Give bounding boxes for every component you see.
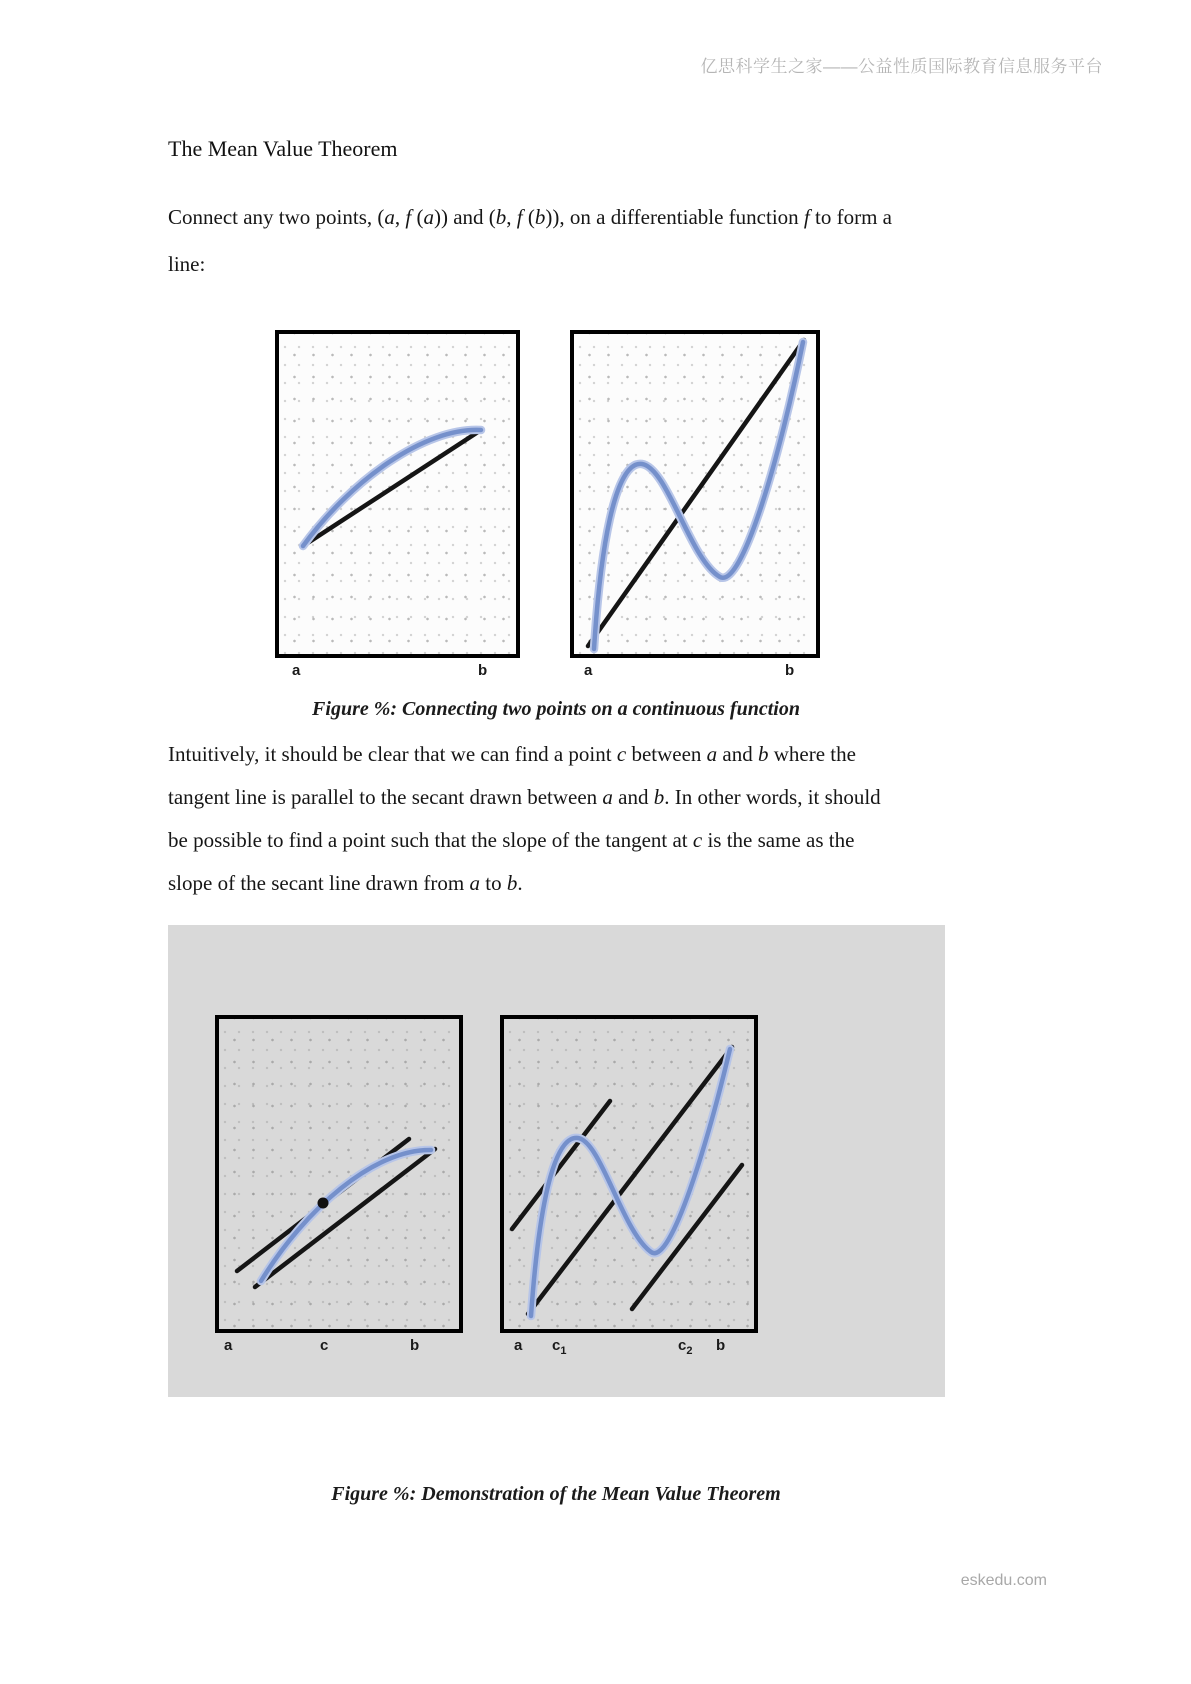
- paragraph-2-line-4: slope of the secant line drawn from a to b.: [168, 871, 523, 895]
- fig1-left-panel: [275, 330, 520, 658]
- fig1-left-label-b: b: [478, 662, 488, 679]
- fig2-left-label-c: c: [320, 1337, 329, 1354]
- fig1-right-plot: [574, 334, 816, 654]
- fig1-right-label-b: b: [785, 662, 795, 679]
- fig2-right-label-b: b: [716, 1337, 726, 1354]
- figure-2: [168, 925, 945, 1397]
- page-title: The Mean Value Theorem: [168, 136, 398, 161]
- fig1-right-panel: [570, 330, 820, 658]
- paragraph-2-line-1: Intuitively, it should be clear that we can find a point c between a and b where the: [168, 742, 856, 766]
- paragraph-2-line-2: tangent line is parallel to the secant drawn between a and b. In other words, it should: [168, 785, 881, 809]
- fig2-right-secant-line: [528, 1047, 732, 1314]
- paragraph-1-line-2: line:: [168, 252, 206, 276]
- fig1-left-plot: [279, 334, 516, 654]
- fig2-left-secant-line: [255, 1149, 435, 1287]
- fig2-right-panel: [500, 1015, 758, 1333]
- fig1-left-label-a: a: [292, 662, 301, 679]
- fig2-right-label-c1: $c_1$: [552, 1337, 567, 1357]
- fig2-right-tangent-line-c1: [512, 1101, 610, 1229]
- fig2-left-label-b: b: [410, 1337, 420, 1354]
- fig1-left-secant-line: [303, 430, 481, 546]
- fig2-right-plot: [504, 1019, 754, 1329]
- fig2-right-label-a: a: [514, 1337, 523, 1354]
- paragraph-1-line-1: Connect any two points, (a, f (a)) and (b, f (b)), on a differentiable function f to form a: [168, 205, 892, 229]
- paragraph-2-line-3: be possible to find a point such that the slope of the tangent at c is the same as the: [168, 828, 855, 852]
- fig2-tangent-point-dot: [318, 1198, 329, 1209]
- fig2-left-panel: [215, 1015, 463, 1333]
- figure-1: [275, 330, 820, 690]
- fig2-right-label-c2: $c_2$: [678, 1337, 693, 1357]
- figure-1-caption: Figure %: Connecting two points on a continuous function: [312, 698, 800, 720]
- footer-watermark: eskedu.com: [960, 1572, 1047, 1589]
- fig2-left-plot: [219, 1019, 459, 1329]
- fig2-left-label-a: a: [224, 1337, 233, 1354]
- header-watermark: 亿思科学生之家——公益性质国际教育信息服务平台: [700, 57, 1103, 76]
- fig1-right-label-a: a: [584, 662, 593, 679]
- figure-2-caption: Figure %: Demonstration of the Mean Value Theorem: [331, 1483, 781, 1505]
